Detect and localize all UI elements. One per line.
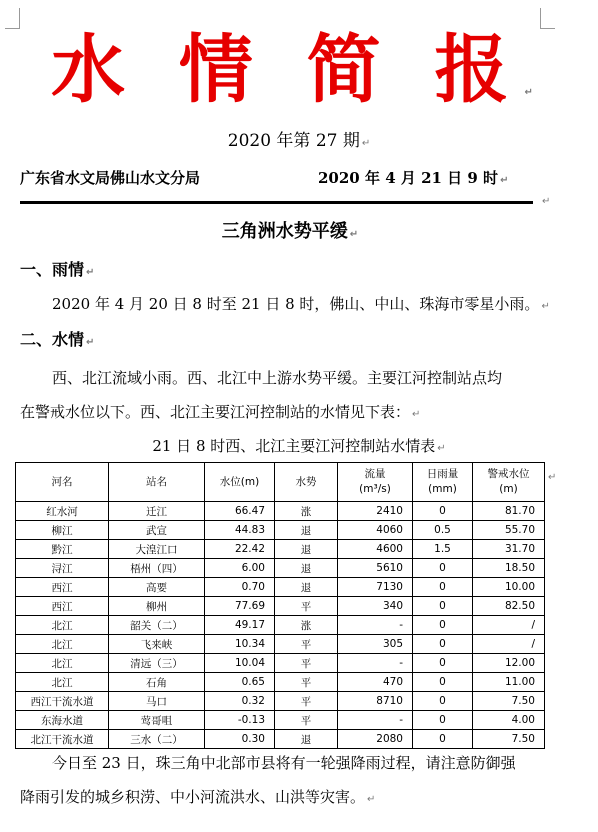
table-cell: 4600 [338,540,413,559]
table-cell: 平 [275,597,338,616]
table-row [16,673,545,692]
table-cell: 2080 [338,730,413,749]
table-cell: 北江 [16,635,109,654]
table-cell: 1.5 [413,540,473,559]
table-cell: 高要 [109,578,205,597]
table-cell: / [473,635,545,654]
table-cell: 4060 [338,521,413,540]
table-cell: - [338,711,413,730]
table-row [16,635,545,654]
paragraph-mark: ↵ [542,196,551,207]
column-header: 日雨量 (mm) [413,463,473,502]
column-header: 水势 [275,463,338,502]
water-paragraph-line-1: 西、北江流域小雨。西、北江中上游水势平缓。主要江河控制站点均 [52,369,503,387]
table-row [16,540,545,559]
table-cell: 0 [413,502,473,521]
column-header: 河名 [16,463,109,502]
table-cell: 0 [413,654,473,673]
table-cell: 0 [413,635,473,654]
table-cell: 12.00 [473,654,545,673]
outlook-paragraph-line-1: 今日至 23 日，珠三角中北部市县将有一轮强降雨过程，请注意防御强 [52,754,516,772]
table-row [16,692,545,711]
table-cell: - [338,616,413,635]
table-cell: 西江 [16,597,109,616]
table-cell: 0 [413,597,473,616]
table-cell: 2410 [338,502,413,521]
table-cell: 柳州 [109,597,205,616]
table-cell: 西江干流水道 [16,692,109,711]
table-cell: 8710 [338,692,413,711]
table-cell: 三水（二） [109,730,205,749]
table-cell: 22.42 [205,540,275,559]
table-cell: 6.00 [205,559,275,578]
table-cell: 0 [413,578,473,597]
table-cell: 55.70 [473,521,545,540]
table-cell: 0 [413,730,473,749]
table-cell: 柳江 [16,521,109,540]
table-cell: 0.70 [205,578,275,597]
table-cell: 退 [275,578,338,597]
header-divider [20,201,533,204]
table-row [16,730,545,749]
table-cell: 0 [413,616,473,635]
table-cell: 石角 [109,673,205,692]
table-cell: - [338,654,413,673]
table-cell: 0 [413,559,473,578]
table-cell: 涨 [275,616,338,635]
table-cell: 浔江 [16,559,109,578]
table-cell: 涨 [275,502,338,521]
table-cell: 10.04 [205,654,275,673]
table-row [16,521,545,540]
water-level-table [15,462,545,749]
table-cell: 飞来峡 [109,635,205,654]
section-heading-rain: 一、雨情 ↵ [20,260,95,279]
table-cell: 0.32 [205,692,275,711]
table-cell: 清远（三） [109,654,205,673]
section-heading-water: 二、水情 ↵ [20,330,95,349]
table-cell: 平 [275,692,338,711]
table-cell: 10.00 [473,578,545,597]
issuing-organization: 广东省水文局佛山水文分局 [20,169,201,187]
table-row [16,711,545,730]
table-cell: 莺哥咀 [109,711,205,730]
table-row [16,654,545,673]
table-cell: 0 [413,692,473,711]
report-date: 2020 年 4 月 21 日 9 时 ↵ [318,169,509,187]
table-cell: 44.83 [205,521,275,540]
report-title: 水 情 简 报 ↵ [51,27,547,113]
table-cell: 470 [338,673,413,692]
table-row [16,597,545,616]
table-cell: 韶关（二） [109,616,205,635]
table-cell: -0.13 [205,711,275,730]
rain-paragraph: 2020 年 4 月 20 日 8 时至 21 日 8 时，佛山、中山、珠海市零星小雨。 ↵ [52,295,550,313]
table-cell: 退 [275,540,338,559]
table-cell: 0 [413,711,473,730]
table-cell: 7.50 [473,730,545,749]
table-cell: 北江 [16,673,109,692]
table-cell: 18.50 [473,559,545,578]
table-cell: 81.70 [473,502,545,521]
table-cell: 大湟江口 [109,540,205,559]
table-cell: 0.5 [413,521,473,540]
table-cell: 77.69 [205,597,275,616]
table-cell: 平 [275,635,338,654]
table-cell: 红水河 [16,502,109,521]
table-cell: 7.50 [473,692,545,711]
table-caption: 21 日 8 时西、北江主要江河控制站水情表 ↵ [152,437,446,455]
table-cell: 82.50 [473,597,545,616]
table-cell: 7130 [338,578,413,597]
table-header-row [16,463,545,502]
table-cell: 退 [275,521,338,540]
issue-number: 2020 年第 27 期 ↵ [227,131,371,151]
table-cell: 北江 [16,654,109,673]
table-cell: 平 [275,711,338,730]
table-cell: 西江 [16,578,109,597]
table-cell: 5610 [338,559,413,578]
table-cell: 49.17 [205,616,275,635]
table-cell: / [473,616,545,635]
column-header: 流量 (m³/s) [338,463,413,502]
table-cell: 11.00 [473,673,545,692]
table-cell: 4.00 [473,711,545,730]
table-cell: 平 [275,673,338,692]
table-cell: 北江干流水道 [16,730,109,749]
table-cell: 0.65 [205,673,275,692]
column-header: 站名 [109,463,205,502]
paragraph-mark: ↵ [548,472,557,483]
table-cell: 31.70 [473,540,545,559]
table-cell: 退 [275,559,338,578]
table-row [16,578,545,597]
headline: 三角洲水势平缓 ↵ [221,221,359,242]
table-cell: 340 [338,597,413,616]
column-header: 警戒水位 (m) [473,463,545,502]
table-cell: 马口 [109,692,205,711]
table-cell: 武宣 [109,521,205,540]
table-row [16,559,545,578]
table-cell: 东海水道 [16,711,109,730]
outlook-paragraph-line-2: 降雨引发的城乡积涝、中小河流洪水、山洪等灾害。 ↵ [20,788,376,806]
table-cell: 0.30 [205,730,275,749]
table-cell: 0 [413,673,473,692]
table-cell: 梧州（四） [109,559,205,578]
table-cell: 66.47 [205,502,275,521]
table-row [16,616,545,635]
table-cell: 黔江 [16,540,109,559]
column-header: 水位(m) [205,463,275,502]
table-row [16,502,545,521]
table-cell: 北江 [16,616,109,635]
water-paragraph-line-2: 在警戒水位以下。西、北江主要江河控制站的水情见下表： ↵ [20,403,421,421]
table-cell: 退 [275,730,338,749]
table-cell: 平 [275,654,338,673]
table-cell: 迁江 [109,502,205,521]
table-cell: 10.34 [205,635,275,654]
table-cell: 305 [338,635,413,654]
